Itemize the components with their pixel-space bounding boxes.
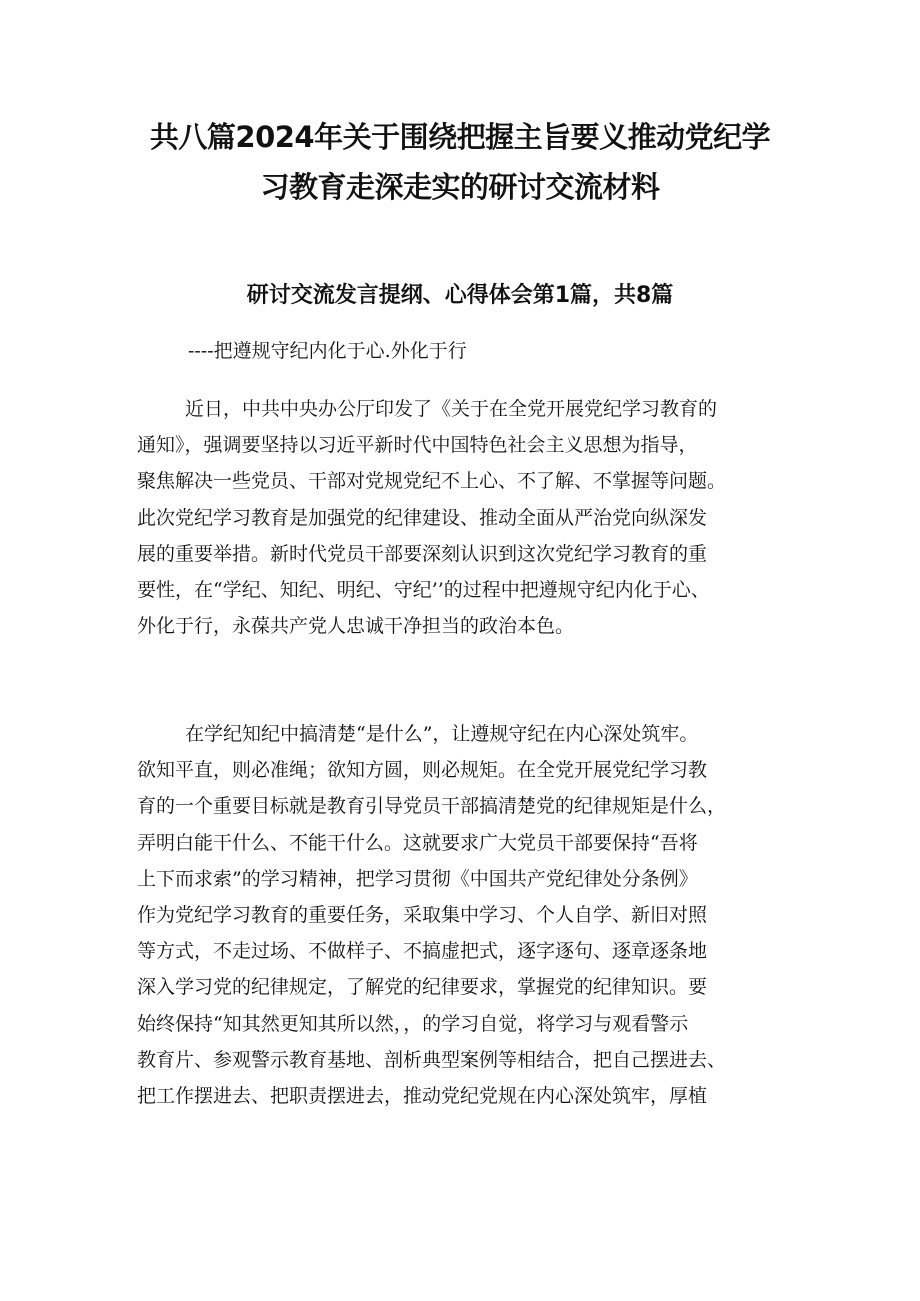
paragraph-line: 上下而求索”的学习精神，把学习贯彻《中国共产党纪律处分条例》 — [137, 867, 698, 890]
paragraph-line: 育的一个重要目标就是教育引导党员干部搞清楚党的纪律规矩是什么， — [137, 795, 727, 818]
paragraph-line: 弄明白能干什么、不能干什么。这就要求广大党员干部要保持“吾将 — [137, 831, 698, 854]
paragraph-line: 等方式，不走过场、不做样子、不搞虚把式，逐字逐句、逐章逐条地 — [137, 940, 708, 963]
paragraph-line: 聚焦解决一些党员、干部对党规党纪不上心、不了解、不掌握等问题。 — [137, 470, 727, 493]
paragraph — [137, 716, 797, 1114]
section-heading: 研讨交流发言提纲、心得体会第1篇，共8篇 — [246, 283, 674, 308]
paragraph-line: 要性，在“学纪、知纪、明纪、守纪’’的过程中把遵规守纪内化于心、 — [137, 579, 710, 602]
section-tagline: ----把遵规守纪内化于心.外化于行 — [188, 340, 467, 362]
paragraph-line: 展的重要举措。新时代党员干部要深刻认识到这次党纪学习教育的重 — [137, 542, 708, 565]
paragraph-line: 欲知平直，则必准绳；欲知方圆，则必规矩。在全党开展党纪学习教 — [137, 759, 708, 782]
paragraph-line: 在学纪知纪中搞清楚“是什么”，让遵规守纪在内心深处筑牢。 — [185, 723, 699, 745]
paragraph-line: 始终保持“知其然更知其所以然，，的学习自觉，将学习与观看警示 — [137, 1012, 689, 1035]
paragraph-line: 作为党纪学习教育的重要任务，采取集中学习、个人自学、新旧对照 — [137, 904, 708, 927]
document-title — [120, 112, 800, 212]
paragraph-line: 近日，中共中央办公厅印发了《关于在全党开展党纪学习教育的 — [185, 398, 718, 420]
paragraph-line: 教育片、参观警示教育基地、剖析典型案例等相结合，把自己摆进去、 — [137, 1048, 727, 1071]
paragraph-line: 把工作摆进去、把职责摆进去，推动党纪党规在内心深处筑牢，厚植 — [137, 1085, 708, 1108]
paragraph-line: 深入学习党的纪律规定，了解党的纪律要求，掌握党的纪律知识。要 — [137, 976, 708, 999]
paragraph-line: 外化于行，永葆共产党人忠诚干净担当的政治本色。 — [137, 615, 575, 638]
title-line: 习教育走深走实的研讨交流材料 — [260, 170, 660, 204]
paragraph — [137, 391, 797, 644]
paragraph-line: 通知》，强调要坚持以习近平新时代中国特色社会主义思想为指导， — [137, 434, 698, 457]
paragraph-line: 此次党纪学习教育是加强党的纪律建设、推动全面从严治党向纵深发 — [137, 506, 708, 529]
title-line: 共八篇2024年关于围绕把握主旨要义推动党纪学 — [149, 120, 771, 154]
